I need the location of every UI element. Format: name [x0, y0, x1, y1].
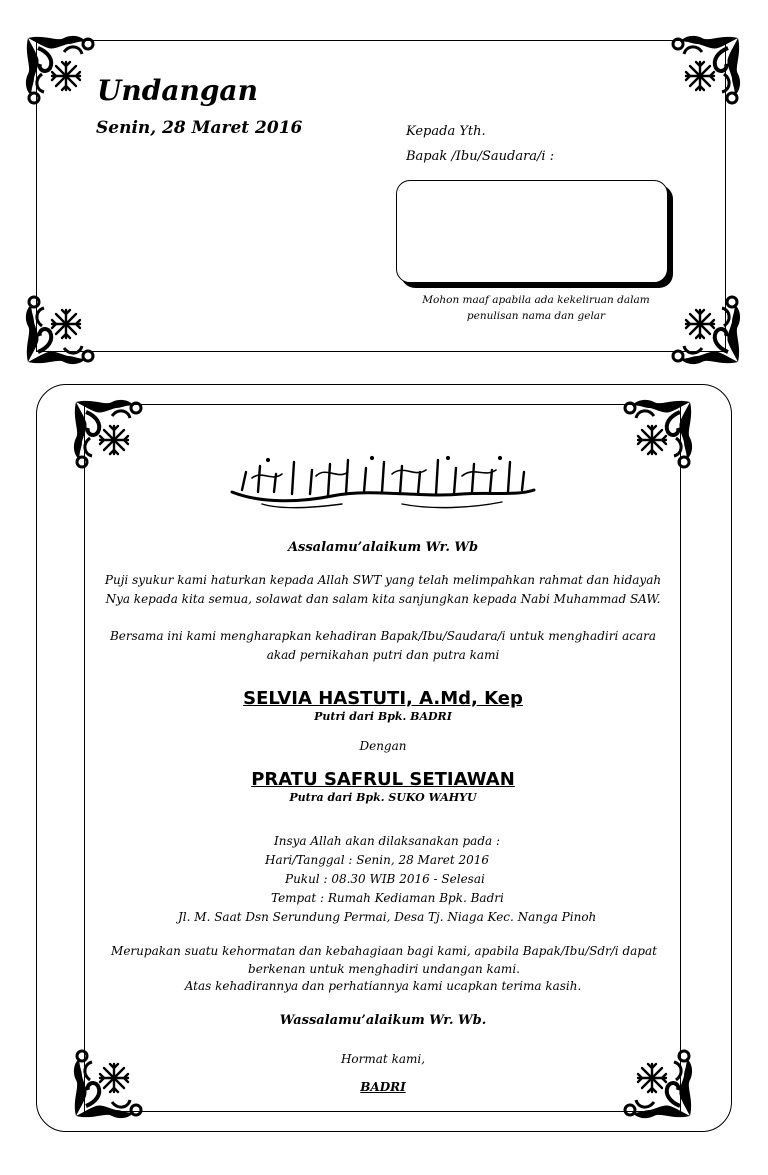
snowflake-flourish-icon	[662, 286, 742, 366]
snowflake-flourish-icon	[662, 34, 742, 114]
snowflake-flourish-icon	[24, 34, 104, 114]
thanks-paragraph: Atas kehadirannya dan perhatiannya kami ucapkan terima kasih.	[184, 979, 582, 993]
honor-paragraph: Merupakan suatu kehormatan dan kebahagiaan bagi kami, apabila Bapak/Ibu/Sdr/i dapat berkenan untuk menghadiri undangan kami.	[111, 944, 657, 976]
recipient-name-box[interactable]	[396, 180, 668, 283]
bride-name: SELVIA HASTUTI, A.Md, Kep	[243, 688, 523, 709]
snowflake-flourish-icon	[72, 398, 152, 478]
event-address: Jl. M. Saat Dsn Serundung Permai, Desa Tj. Niaga Kec. Nanga Pinoh	[178, 910, 597, 924]
bismillah-calligraphy-icon	[222, 452, 542, 512]
closing-greeting: Wassalamu’alaikum Wr. Wb.	[279, 1013, 487, 1028]
event-time: Pukul : 08.30 WIB 2016 - Selesai	[285, 872, 485, 886]
event-place: Tempat : Rumah Kediaman Bpk. Badri	[271, 891, 504, 905]
envelope-title: Undangan	[97, 74, 258, 107]
event-intro: Insya Allah akan dilaksanakan pada :	[274, 834, 501, 848]
apology-note: Mohon maaf apabila ada kekeliruan dalam penulisan nama dan gelar	[422, 294, 650, 322]
envelope-date: Senin, 28 Maret 2016	[96, 118, 303, 138]
groom-name: PRATU SAFRUL SETIAWAN	[251, 769, 515, 790]
greeting: Assalamu’alaikum Wr. Wb	[287, 540, 479, 555]
snowflake-flourish-icon	[24, 286, 104, 366]
connector-text: Dengan	[359, 739, 407, 753]
event-date: Hari/Tanggal : Senin, 28 Maret 2016	[265, 853, 490, 867]
recipient-heading: Kepada Yth.	[406, 124, 486, 139]
bride-parent: Putri dari Bpk. BADRI	[314, 710, 452, 723]
recipient-salutation: Bapak /Ibu/Saudara/i :	[406, 149, 555, 164]
snowflake-flourish-icon	[614, 398, 694, 478]
groom-parent: Putra dari Bpk. SUKO WAHYU	[289, 791, 477, 804]
regards-text: Hormat kami,	[340, 1052, 426, 1066]
intro-paragraph: Puji syukur kami haturkan kepada Allah SWT yang telah melimpahkan rahmat dan hidayah Nya kepada kita semua, solawat dan salam kita sanjungkan kepada Nabi Muhammad SAW.	[104, 573, 662, 606]
request-paragraph: Bersama ini kami mengharapkan kehadiran Bapak/Ibu/Saudara/i untuk menghadiri acara akad pernikahan putri dan putra kami	[109, 629, 657, 662]
signer-name: BADRI	[360, 1080, 406, 1094]
